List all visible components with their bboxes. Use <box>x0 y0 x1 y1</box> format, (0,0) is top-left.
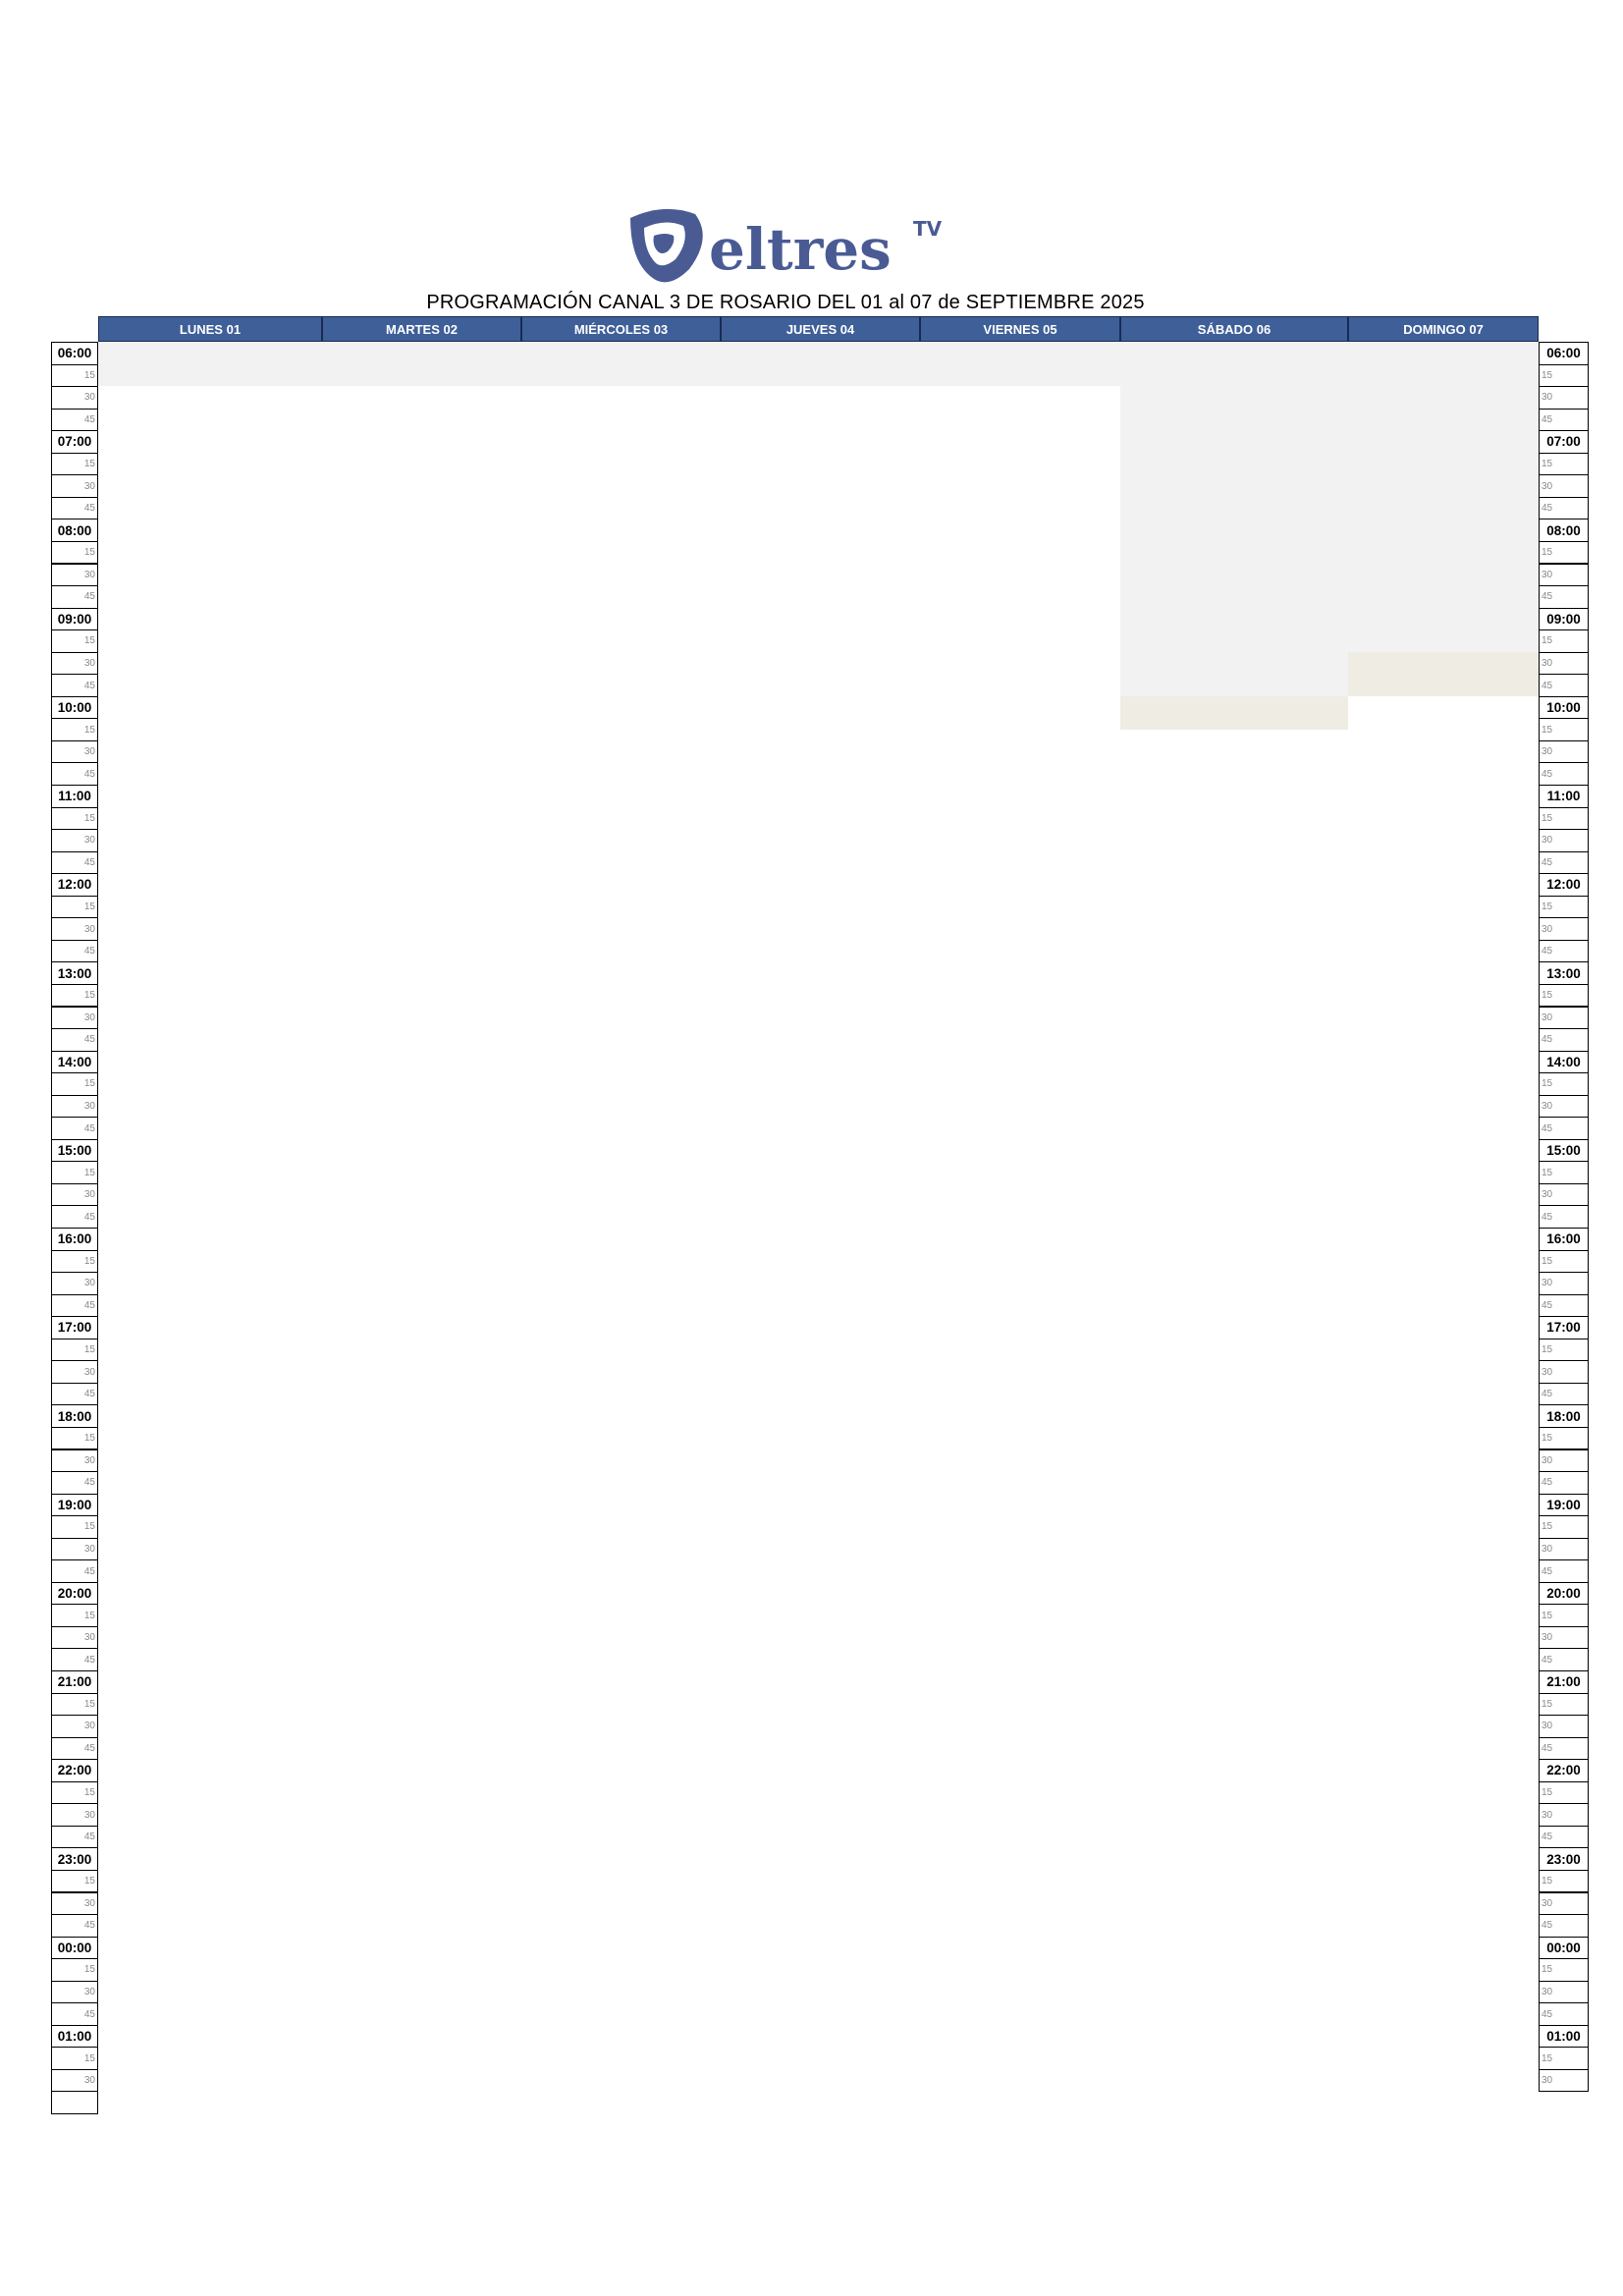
day-header: SÁBADO 06 <box>1120 316 1348 342</box>
time-slot-left: 30 <box>51 1715 98 1738</box>
time-slot-left: 00:00 <box>51 1937 98 1960</box>
time-slot-left: 15 <box>51 1604 98 1627</box>
time-slot-right: 15 <box>1539 1339 1589 1362</box>
time-slot-right: 45 <box>1539 1117 1589 1140</box>
time-slot-left: 30 <box>51 1095 98 1119</box>
time-slot-left: 15 <box>51 1072 98 1096</box>
time-slot-left: 15 <box>51 629 98 653</box>
time-slot-right: 45 <box>1539 1914 1589 1938</box>
time-slot-left: 30 <box>51 740 98 764</box>
time-slot-right: 22:00 <box>1539 1759 1589 1782</box>
time-slot-right: 45 <box>1539 1648 1589 1671</box>
time-slot-left: 30 <box>51 1007 98 1030</box>
time-slot-right: 15 <box>1539 984 1589 1008</box>
day-header: MIÉRCOLES 03 <box>521 316 721 342</box>
time-slot-left: 15 <box>51 364 98 388</box>
time-slot-left: 15 <box>51 2047 98 2070</box>
time-slot-right: 15 <box>1539 896 1589 919</box>
time-slot-right: 15 <box>1539 718 1589 741</box>
time-slot-right: 30 <box>1539 1007 1589 1030</box>
time-slot-right: 06:00 <box>1539 342 1589 365</box>
time-slot-right: 45 <box>1539 497 1589 520</box>
day-header: DOMINGO 07 <box>1348 316 1539 342</box>
time-slot-right: 23:00 <box>1539 1847 1589 1871</box>
time-slot-right: 30 <box>1539 564 1589 587</box>
time-slot-left: 45 <box>51 2002 98 2026</box>
time-slot-right: 19:00 <box>1539 1494 1589 1517</box>
time-slot-right: 45 <box>1539 762 1589 786</box>
time-slot-left: 15 <box>51 1515 98 1539</box>
time-slot-right: 15 <box>1539 364 1589 388</box>
time-slot-left: 08:00 <box>51 519 98 542</box>
page-title: PROGRAMACIÓN CANAL 3 DE ROSARIO DEL 01 al 07 de SEPTIEMBRE 2025 <box>426 292 1145 313</box>
time-slot-right: 15 <box>1539 1250 1589 1274</box>
time-slot-left: 15 <box>51 541 98 565</box>
time-slot-right: 15 <box>1539 1958 1589 1982</box>
day-header: JUEVES 04 <box>721 316 920 342</box>
time-slot-left: 20:00 <box>51 1582 98 1606</box>
time-slot-left: 45 <box>51 1205 98 1229</box>
time-slot-right: 15 <box>1539 2047 1589 2070</box>
time-slot-left: 30 <box>51 1803 98 1827</box>
time-slot-left: 15 <box>51 1161 98 1184</box>
time-slot-right: 45 <box>1539 1471 1589 1495</box>
time-slot-left: 15 <box>51 807 98 831</box>
time-slot-left: 15 <box>51 1958 98 1982</box>
time-slot-right: 45 <box>1539 1294 1589 1318</box>
time-slot-right: 15 <box>1539 1870 1589 1893</box>
time-slot-left: 15 <box>51 896 98 919</box>
time-slot-right: 21:00 <box>1539 1670 1589 1694</box>
time-slot-left: 12:00 <box>51 873 98 897</box>
time-slot-right: 13:00 <box>1539 961 1589 985</box>
time-slot-right: 45 <box>1539 409 1589 432</box>
time-slot-right: 15 <box>1539 807 1589 831</box>
time-slot-right: 30 <box>1539 1095 1589 1119</box>
time-slot-left: 30 <box>51 1360 98 1384</box>
time-slot-left: 09:00 <box>51 608 98 631</box>
eltres-logo <box>626 208 950 285</box>
time-slot-left: 30 <box>51 1981 98 2004</box>
time-slot-right: 45 <box>1539 1205 1589 1229</box>
logo-text: eltres <box>709 216 892 283</box>
time-slot-right: 45 <box>1539 940 1589 963</box>
time-slot-left: 45 <box>51 1294 98 1318</box>
time-slot-left: 30 <box>51 474 98 498</box>
time-slot-right: 45 <box>1539 1559 1589 1583</box>
time-slot-right: 30 <box>1539 1803 1589 1827</box>
time-slot-right: 09:00 <box>1539 608 1589 631</box>
time-slot-right: 01:00 <box>1539 2025 1589 2049</box>
time-slot-right: 30 <box>1539 1538 1589 1561</box>
time-slot-left-empty <box>51 2091 98 2114</box>
time-slot-right: 45 <box>1539 1383 1589 1406</box>
time-slot-left: 15 <box>51 453 98 476</box>
time-slot-right: 15 <box>1539 453 1589 476</box>
time-slot-left: 15 <box>51 1781 98 1805</box>
time-slot-left: 15 <box>51 718 98 741</box>
time-slot-right: 30 <box>1539 1892 1589 1916</box>
time-slot-left: 13:00 <box>51 961 98 985</box>
time-slot-left: 01:00 <box>51 2025 98 2049</box>
time-slot-left: 30 <box>51 829 98 852</box>
time-slot-left: 23:00 <box>51 1847 98 1871</box>
time-slot-right: 20:00 <box>1539 1582 1589 1606</box>
time-slot-left: 15 <box>51 984 98 1008</box>
time-slot-left: 19:00 <box>51 1494 98 1517</box>
time-slot-left: 45 <box>51 1471 98 1495</box>
time-slot-left: 45 <box>51 674 98 697</box>
empty-slot-shading <box>1120 696 1348 730</box>
time-slot-left: 30 <box>51 386 98 410</box>
time-slot-left: 30 <box>51 1538 98 1561</box>
day-header: LUNES 01 <box>98 316 322 342</box>
time-slot-right: 12:00 <box>1539 873 1589 897</box>
time-slot-right: 30 <box>1539 1449 1589 1473</box>
time-slot-right: 30 <box>1539 740 1589 764</box>
time-slot-right: 30 <box>1539 1183 1589 1207</box>
time-slot-left: 21:00 <box>51 1670 98 1694</box>
time-slot-right: 07:00 <box>1539 430 1589 454</box>
time-slot-left: 45 <box>51 585 98 609</box>
time-slot-left: 15 <box>51 1693 98 1717</box>
empty-slot-shading <box>1348 342 1539 652</box>
time-slot-left: 45 <box>51 1914 98 1938</box>
time-slot-left: 06:00 <box>51 342 98 365</box>
time-slot-left: 30 <box>51 1449 98 1473</box>
time-slot-right: 45 <box>1539 1737 1589 1761</box>
time-slot-left: 10:00 <box>51 696 98 720</box>
time-slot-left: 22:00 <box>51 1759 98 1782</box>
time-slot-left: 45 <box>51 1826 98 1849</box>
time-slot-left: 30 <box>51 1272 98 1295</box>
time-slot-left: 17:00 <box>51 1316 98 1339</box>
time-slot-right: 17:00 <box>1539 1316 1589 1339</box>
time-slot-left: 45 <box>51 497 98 520</box>
time-slot-left: 15 <box>51 1339 98 1362</box>
time-slot-right: 15 <box>1539 1604 1589 1627</box>
time-slot-right: 30 <box>1539 2069 1589 2093</box>
time-slot-left: 14:00 <box>51 1051 98 1074</box>
time-slot-right: 15 <box>1539 1161 1589 1184</box>
time-slot-left: 16:00 <box>51 1228 98 1251</box>
time-slot-left: 15 <box>51 1250 98 1274</box>
time-slot-right: 45 <box>1539 1826 1589 1849</box>
time-slot-left: 45 <box>51 762 98 786</box>
time-slot-left: 18:00 <box>51 1404 98 1428</box>
time-slot-left: 30 <box>51 917 98 941</box>
time-slot-right: 15 <box>1539 629 1589 653</box>
time-slot-left: 30 <box>51 1183 98 1207</box>
time-slot-right: 30 <box>1539 1626 1589 1650</box>
time-slot-left: 45 <box>51 409 98 432</box>
time-slot-left: 45 <box>51 1559 98 1583</box>
time-slot-left: 30 <box>51 1626 98 1650</box>
time-slot-left: 45 <box>51 1117 98 1140</box>
time-slot-right: 00:00 <box>1539 1937 1589 1960</box>
time-slot-left: 07:00 <box>51 430 98 454</box>
time-slot-right: 30 <box>1539 829 1589 852</box>
time-slot-left: 30 <box>51 1892 98 1916</box>
time-slot-right: 30 <box>1539 1715 1589 1738</box>
time-slot-left: 30 <box>51 2069 98 2093</box>
time-slot-right: 45 <box>1539 1028 1589 1052</box>
day-header: VIERNES 05 <box>920 316 1120 342</box>
time-slot-right: 18:00 <box>1539 1404 1589 1428</box>
time-slot-right: 08:00 <box>1539 519 1589 542</box>
eltres-tv-logo-icon <box>626 208 950 285</box>
time-slot-right: 10:00 <box>1539 696 1589 720</box>
time-slot-right: 30 <box>1539 1360 1589 1384</box>
empty-slot-shading <box>1120 342 1348 696</box>
empty-slot-shading <box>1348 652 1539 696</box>
time-slot-left: 15 <box>51 1870 98 1893</box>
time-slot-left: 30 <box>51 652 98 676</box>
time-slot-left: 45 <box>51 940 98 963</box>
time-slot-right: 15 <box>1539 1693 1589 1717</box>
time-slot-right: 15 <box>1539 1427 1589 1450</box>
empty-slot-shading <box>98 342 1120 386</box>
time-slot-right: 30 <box>1539 474 1589 498</box>
time-slot-right: 15 <box>1539 1781 1589 1805</box>
time-slot-left: 45 <box>51 1737 98 1761</box>
time-slot-right: 45 <box>1539 585 1589 609</box>
time-slot-right: 16:00 <box>1539 1228 1589 1251</box>
time-slot-left: 15 <box>51 1427 98 1450</box>
time-slot-left: 30 <box>51 564 98 587</box>
logo-superscript: TV <box>913 217 943 241</box>
time-slot-right: 30 <box>1539 1272 1589 1295</box>
time-slot-right: 15 <box>1539 541 1589 565</box>
time-slot-left: 15:00 <box>51 1139 98 1163</box>
time-slot-left: 11:00 <box>51 785 98 808</box>
time-slot-right: 45 <box>1539 851 1589 875</box>
day-header: MARTES 02 <box>322 316 521 342</box>
time-slot-right: 30 <box>1539 917 1589 941</box>
time-slot-right: 11:00 <box>1539 785 1589 808</box>
time-slot-right: 15 <box>1539 1072 1589 1096</box>
time-slot-right: 45 <box>1539 674 1589 697</box>
time-slot-right: 15:00 <box>1539 1139 1589 1163</box>
time-slot-right: 30 <box>1539 652 1589 676</box>
time-slot-right: 45 <box>1539 2002 1589 2026</box>
time-slot-left: 45 <box>51 851 98 875</box>
time-slot-right: 14:00 <box>1539 1051 1589 1074</box>
time-slot-left: 45 <box>51 1028 98 1052</box>
time-slot-right: 15 <box>1539 1515 1589 1539</box>
time-slot-right: 30 <box>1539 1981 1589 2004</box>
time-slot-left: 45 <box>51 1648 98 1671</box>
time-slot-left: 45 <box>51 1383 98 1406</box>
time-slot-right: 30 <box>1539 386 1589 410</box>
